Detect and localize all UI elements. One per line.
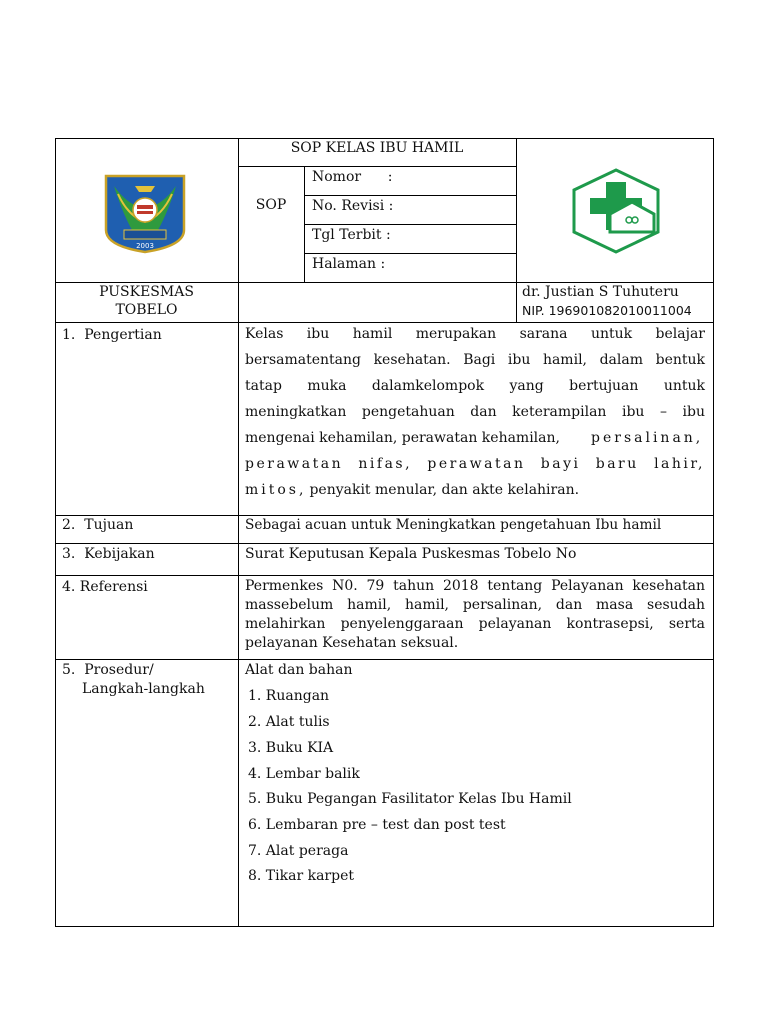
list-item: 1. Ruangan <box>248 688 330 704</box>
divider <box>55 322 714 323</box>
regional-emblem-logo <box>102 172 188 254</box>
section-label-kebijakan: 3. Kebijakan <box>62 546 155 562</box>
referensi-line: Permenkes N0. 79 tahun 2018 tentang Pelayanan kesehatan <box>245 578 705 594</box>
kebijakan-text: Surat Keputusan Kepala Puskesmas Tobelo No <box>245 546 577 562</box>
referensi-line: massebelum hamil, hamil, persalinan, dan masa sesudah <box>245 597 705 613</box>
section-label-langkah: Langkah-langkah <box>82 681 205 697</box>
signer-name: dr. Justian S Tuhuteru <box>522 284 679 300</box>
list-item: 5. Buku Pegangan Fasilitator Kelas Ibu Hamil <box>248 791 572 807</box>
table-border-left <box>55 138 56 927</box>
divider <box>304 224 516 225</box>
pengertian-line: meningkatkan pengetahuan dan keterampilan ibu – ibu <box>245 404 705 420</box>
pengertian-line: bersamatentang kesehatan. Bagi ibu hamil, dalam bentuk <box>245 352 705 368</box>
section-label-pengertian: 1. Pengertian <box>62 327 162 343</box>
table-border-bottom <box>55 926 714 927</box>
divider <box>304 253 516 254</box>
puskesmas-logo <box>570 168 662 254</box>
section-label-referensi: 4. Referensi <box>62 579 148 595</box>
list-item: 3. Buku KIA <box>248 740 334 756</box>
list-item: 6. Lembaran pre – test dan post test <box>248 817 506 833</box>
tujuan-text: Sebagai acuan untuk Meningkatkan pengetahuan Ibu hamil <box>245 517 662 533</box>
pengertian-line: penyakit menular, dan akte kelahiran. <box>305 482 580 498</box>
pengertian-line: mengenai kehamilan, perawatan kehamilan, <box>245 430 560 446</box>
field-tgl-terbit: Tgl Terbit : <box>312 227 391 243</box>
section-label-prosedur: 5. Prosedur/ <box>62 662 154 678</box>
divider <box>55 659 714 660</box>
field-halaman: Halaman : <box>312 256 386 272</box>
divider <box>238 138 239 927</box>
logo-year: 2003 <box>136 242 154 250</box>
pengertian-line: mitos, <box>245 482 307 498</box>
pengertian-line: perawatan nifas, perawatan bayi baru lahir, <box>245 456 705 472</box>
section-label-tujuan: 2. Tujuan <box>62 517 134 533</box>
signer-nip: NIP. 196901082010011004 <box>522 303 692 318</box>
divider <box>55 543 714 544</box>
divider <box>55 575 714 576</box>
referensi-line: pelayanan Kesehatan seksual. <box>245 635 459 651</box>
pengertian-line: tatap muka dalamkelompok yang bertujuan untuk <box>245 378 705 394</box>
prosedur-heading: Alat dan bahan <box>245 662 353 678</box>
divider <box>238 166 516 167</box>
org-name: PUSKESMAS <box>99 284 194 300</box>
org-location: TOBELO <box>115 302 178 318</box>
field-nomor: Nomor : <box>312 169 393 185</box>
pengertian-line: Kelas ibu hamil merupakan sarana untuk belajar <box>245 326 705 342</box>
list-item: 2. Alat tulis <box>248 714 330 730</box>
field-no-revisi: No. Revisi : <box>312 198 394 214</box>
sop-label: SOP <box>255 197 287 213</box>
referensi-line: melahirkan penyelenggaraan pelayanan kontrasepsi, serta <box>245 616 705 632</box>
document-title: SOP KELAS IBU HAMIL <box>290 140 464 156</box>
table-border-right <box>713 138 714 927</box>
divider <box>516 138 517 322</box>
list-item: 7. Alat peraga <box>248 843 349 859</box>
pengertian-line: persalinan, <box>591 430 704 446</box>
list-item: 4. Lembar balik <box>248 766 360 782</box>
list-item: 8. Tikar karpet <box>248 868 354 884</box>
divider <box>304 195 516 196</box>
